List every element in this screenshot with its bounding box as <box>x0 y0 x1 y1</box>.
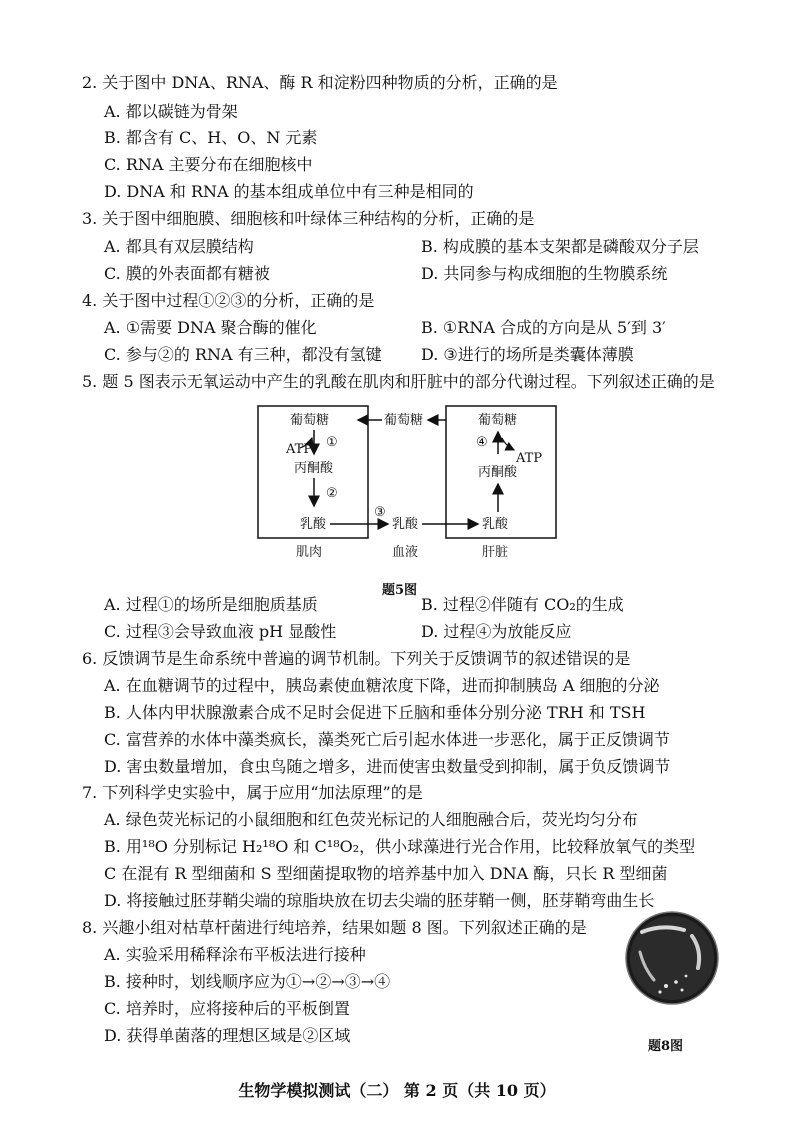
liver-atp-arrow <box>502 438 514 450</box>
question-2-option-c: C. RNA 主要分布在细胞核中 <box>104 155 313 174</box>
question-2-stem: 2. 关于图中 DNA、RNA、酶 R 和淀粉四种物质的分析，正确的是 <box>82 73 558 92</box>
step-2-label: ② <box>326 486 338 501</box>
blood-glucose: 葡萄糖 <box>384 413 424 428</box>
question-3-option-d: D. 共同参与构成细胞的生物膜系统 <box>421 264 668 283</box>
question-8-option-c: C. 培养时，应将接种后的平板倒置 <box>104 999 350 1018</box>
question-2-option-d: D. DNA 和 RNA 的基本组成单位中有三种是相同的 <box>104 182 474 201</box>
question-6-option-b: B. 人体内甲状腺激素合成不足时会促进下丘脑和垂体分别分泌 TRH 和 TSH <box>104 703 646 722</box>
question-7-option-d: D. 将接触过胚芽鞘尖端的琼脂块放在切去尖端的胚芽鞘一侧，胚芽鞘弯曲生长 <box>104 891 655 910</box>
figure-5-diagram <box>250 404 590 572</box>
question-5-option-d: D. 过程④为放能反应 <box>421 622 572 641</box>
blood-label: 血液 <box>392 545 419 560</box>
muscle-label: 肌肉 <box>296 545 323 560</box>
figure-8-petri-dish-image <box>622 910 722 1028</box>
question-6-option-d: D. 害虫数量增加，食虫鸟随之增多，进而使害虫数量受到抑制，属于负反馈调节 <box>104 757 671 776</box>
question-5-option-b: B. 过程②伴随有 CO₂的生成 <box>421 595 624 614</box>
question-5-option-c: C. 过程③会导致血液 pH 显酸性 <box>104 622 337 641</box>
question-8-option-a: A. 实验采用稀释涂布平板法进行接种 <box>104 945 366 964</box>
question-3-option-a: A. 都具有双层膜结构 <box>104 237 254 256</box>
question-4-option-c: C. 参与②的 RNA 有三种，都没有氢键 <box>104 345 382 364</box>
muscle-lactate: 乳酸 <box>300 517 327 532</box>
muscle-glucose: 葡萄糖 <box>290 413 330 428</box>
question-6-stem: 6. 反馈调节是生命系统中普遍的调节机制。下列关于反馈调节的叙述错误的是 <box>82 649 631 668</box>
question-8-stem: 8. 兴趣小组对枯草杆菌进行纯培养，结果如题 8 图。下列叙述正确的是 <box>82 918 587 937</box>
blood-lactate: 乳酸 <box>392 517 419 532</box>
liver-atp: ATP <box>516 451 543 466</box>
page-footer: 生物学模拟测试（二） 第 2 页（共 10 页） <box>238 1081 556 1100</box>
question-6-option-a: A. 在血糖调节的过程中，胰岛素使血糖浓度下降，进而抑制胰岛 A 细胞的分泌 <box>104 676 660 695</box>
step-1-label: ① <box>326 435 338 450</box>
figure-5-caption: 题5图 <box>382 583 418 598</box>
question-4-stem: 4. 关于图中过程①②③的分析，正确的是 <box>82 291 375 310</box>
question-7-option-c: C 在混有 R 型细菌和 S 型细菌提取物的培养基中加入 DNA 酶，只长 R 型细菌 <box>104 864 668 883</box>
question-8-option-b: B. 接种时，划线顺序应为①→②→③→④ <box>104 972 391 991</box>
question-3-stem: 3. 关于图中细胞膜、细胞核和叶绿体三种结构的分析，正确的是 <box>82 209 535 228</box>
figure-8-caption: 题8图 <box>648 1039 684 1054</box>
liver-lactate: 乳酸 <box>482 517 509 532</box>
question-6-option-c: C. 富营养的水体中藻类疯长，藻类死亡后引起水体进一步恶化，属于正反馈调节 <box>104 730 670 749</box>
question-2-option-b: B. 都含有 C、H、O、N 元素 <box>104 128 318 147</box>
step-4-label: ④ <box>476 435 488 450</box>
question-3-option-c: C. 膜的外表面都有糖被 <box>104 264 270 283</box>
step-3-label: ③ <box>374 505 386 520</box>
question-8-option-d: D. 获得单菌落的理想区域是②区域 <box>104 1026 351 1045</box>
liver-label: 肝脏 <box>482 545 509 560</box>
muscle-pyruvate: 丙酮酸 <box>294 461 334 476</box>
question-7-option-b: B. 用¹⁸O 分别标记 H₂¹⁸O 和 C¹⁸O₂，供小球藻进行光合作用，比较释放氧气的类型 <box>104 837 696 856</box>
question-4-option-d: D. ③进行的场所是类囊体薄膜 <box>421 345 634 364</box>
question-2-option-a: A. 都以碳链为骨架 <box>104 102 238 121</box>
question-5-stem: 5. 题 5 图表示无氧运动中产生的乳酸在肌肉和肝脏中的部分代谢过程。下列叙述正确的是 <box>82 372 715 391</box>
question-4-option-a: A. ①需要 DNA 聚合酶的催化 <box>104 318 317 337</box>
liver-pyruvate: 丙酮酸 <box>478 465 518 480</box>
question-7-option-a: A. 绿色荧光标记的小鼠细胞和红色荧光标记的人细胞融合后，荧光均匀分布 <box>104 810 638 829</box>
question-7-stem: 7. 下列科学史实验中，属于应用“加法原理”的是 <box>82 783 423 802</box>
question-3-option-b: B. 构成膜的基本支架都是磷酸双分子层 <box>421 237 699 256</box>
question-4-option-b: B. ①RNA 合成的方向是从 5′到 3′ <box>421 318 666 337</box>
liver-glucose: 葡萄糖 <box>478 413 518 428</box>
muscle-atp: ATP <box>286 442 313 457</box>
question-5-option-a: A. 过程①的场所是细胞质基质 <box>104 595 318 614</box>
